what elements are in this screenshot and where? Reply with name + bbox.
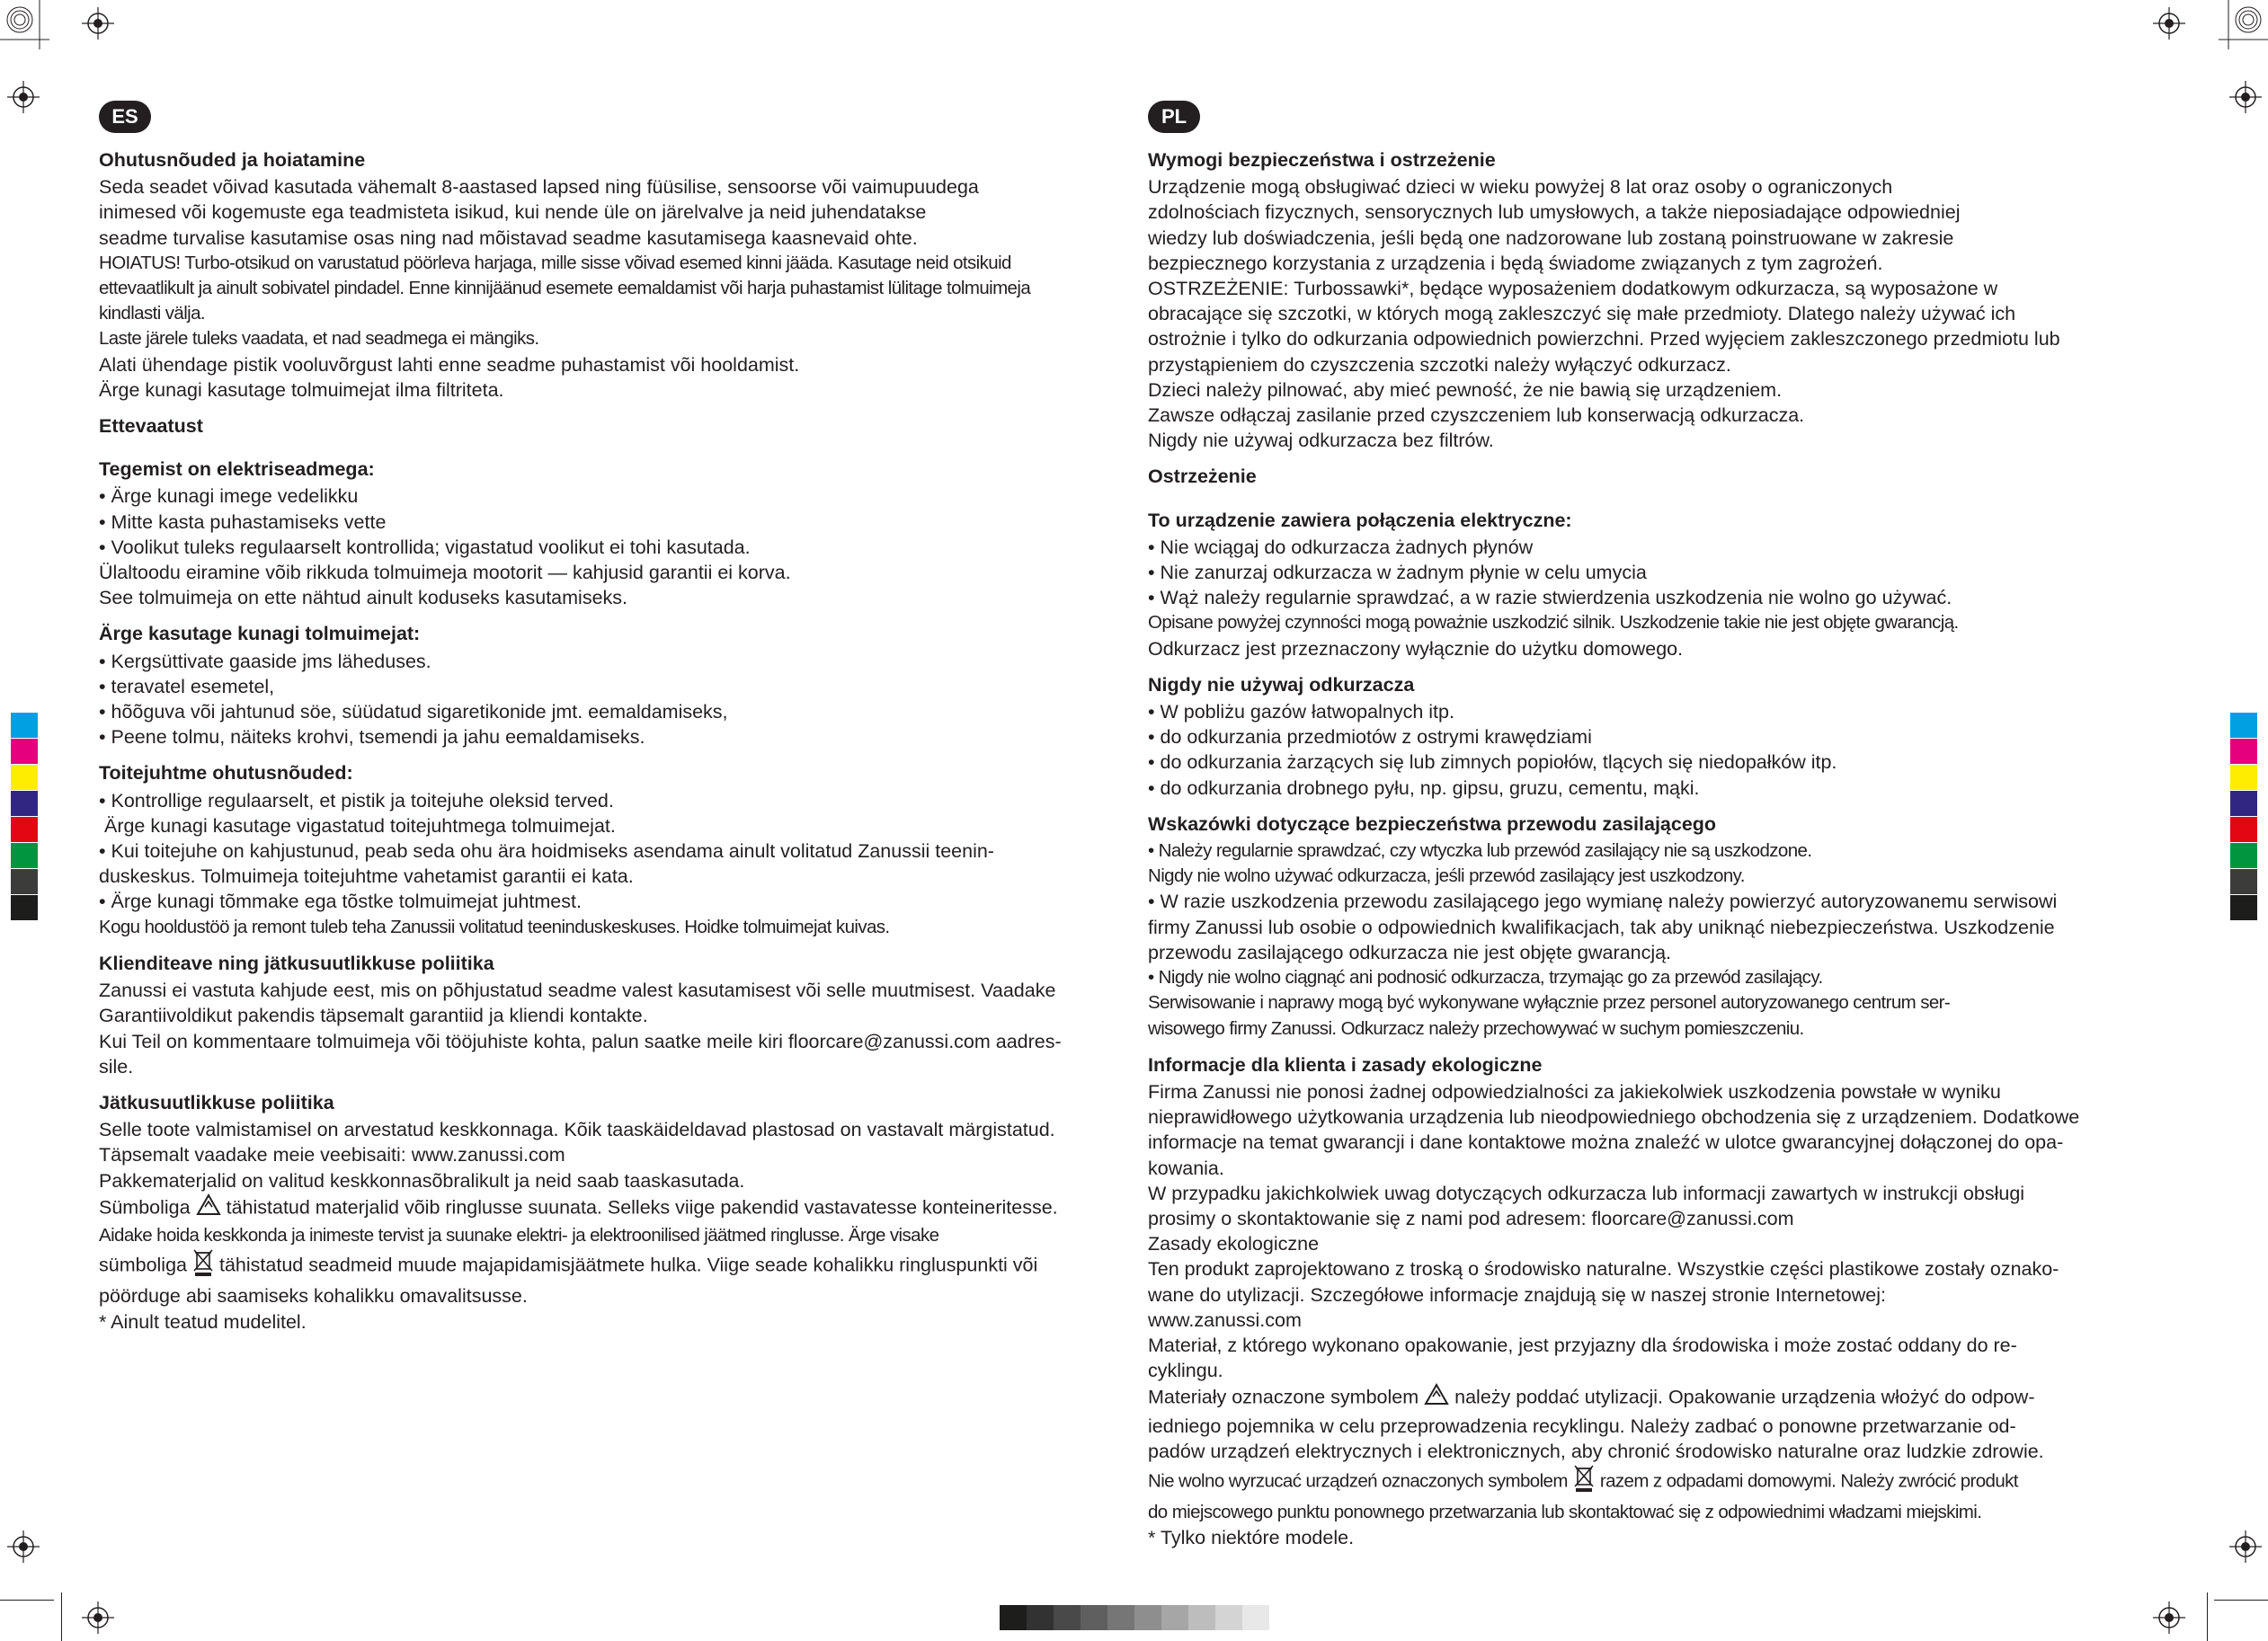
es-weee-post: tähistatud seadmeid muude majapidamisjäätmete hulka. Viige seade kohalikku ringluspunkti või bbox=[219, 1254, 1038, 1276]
registration-mark-icon bbox=[2153, 7, 2185, 40]
pl-content bbox=[1148, 147, 2186, 1551]
es-never-line: • Kergsüttivate gaaside jms läheduses. bbox=[99, 650, 431, 672]
es-warning-line: kindlasti välja. bbox=[99, 303, 206, 324]
color-bar-black bbox=[11, 895, 38, 920]
pl-intro-line: wiedzy lub doświadczenia, jeśli będą one nadzorowane lub zostaną poinstruowane w zakresie bbox=[1148, 226, 1954, 249]
es-heading-safety: Ohutusnõuded ja hoiatamine bbox=[99, 149, 366, 171]
es-cord-service-line: Kogu hooldustöö ja remont tuleb teha Zanussii volitatud teeninduskeskuses. Hoidke tolmuimejat kuivas. bbox=[99, 916, 890, 937]
pl-client-line: Materiał, z którego wykonano opakowanie, jest przyjazny dla środowiska i może zostać oddany do re- bbox=[1148, 1334, 2017, 1356]
pl-cord-condensed-line: • Nigdy nie wolno ciągnąć ani podnosić odkurzacza, trzymając go za przewód zasilający. bbox=[1148, 967, 1823, 989]
pl-weee-line: do miejscowego punktu ponownego przetwarzania lub skontaktować się z odpowiednimi władzami miejskimi. bbox=[1148, 1502, 1982, 1523]
pl-intro-line: Dzieci należy pilnować, aby mieć pewność, że nie bawią się urządzeniem. bbox=[1148, 378, 1783, 401]
pl-intro-line: ostrożnie i tylko do odkurzania odpowiednich powierzchni. Przed wyjęciem zakleszczonego przedmiotu lub bbox=[1148, 328, 2060, 350]
es-never-line: • Peene tolmu, näiteks krohvi, tsemendi ja jahu eemaldamiseks. bbox=[99, 726, 645, 749]
es-client-line: Garantiivoldikut pakendis täpsemalt garantiid ja kliendi kontakte. bbox=[99, 1005, 648, 1027]
pl-client-line: prosimy o skontaktowanie się z nami pod adresem: floorcare@zanussi.com bbox=[1148, 1207, 1794, 1229]
pl-client-line: nieprawidłowego użytkowania urządzenia lub nieodpowiedniego obchodzenia się z urządzeniem. Dodatkowe bbox=[1148, 1106, 2080, 1129]
gray-step bbox=[1054, 1605, 1081, 1630]
crop-mark bbox=[61, 1592, 62, 1641]
es-weee-line: Aidake hoida keskkonda ja inimeste tervist ja suunake elektri- ja elektroonilised jäätmed ringlusse. Ärge visake bbox=[99, 1224, 939, 1246]
color-bar-blue bbox=[2230, 791, 2257, 816]
color-bar-cyan bbox=[2230, 713, 2257, 738]
pl-elec-condensed-line: Opisane powyżej czynności mogą poważnie uszkodzić silnik. Uszkodzenie takie nie jest objęte gwarancją. bbox=[1148, 612, 1959, 634]
pl-intro-line: OSTRZEŻENIE: Turbossawki*, będące wyposażeniem dodatkowym odkurzacza, są wyposażone w bbox=[1148, 278, 1998, 300]
es-elec-line: • Mitte kasta puhastamiseks vette bbox=[99, 510, 387, 533]
color-bar-green bbox=[2230, 843, 2257, 868]
es-column bbox=[99, 105, 1137, 1335]
es-intro-line: inimesed või kogemuste ega teadmisteta isikud, kui nende üle on järelvalve ja neid juhendatakse bbox=[99, 201, 927, 224]
es-weee-line: pöörduge abi saamiseks kohalikku omavalitsusse. bbox=[99, 1285, 528, 1308]
pl-elec-line: • Nie zanurzaj odkurzacza w żadnym płynie w celu umycia bbox=[1148, 562, 1647, 584]
color-bar-magenta bbox=[2230, 739, 2257, 764]
es-warning-line: HOIATUS! Turbo-otsikud on varustatud pöörleva harjaga, mille sisse võivad esemed kinni jääda. Kasutage neid otsikuid bbox=[99, 252, 1011, 273]
pl-heading-caution: Ostrzeżenie bbox=[1148, 466, 1257, 488]
pl-weee-line bbox=[1148, 1464, 2186, 1500]
pl-weee-pre: Nie wolno wyrzucać urządzeń oznaczonych symbolem bbox=[1148, 1470, 1568, 1492]
pl-intro-line: Nigdy nie używaj odkurzacza bez filtrów. bbox=[1148, 430, 1494, 452]
es-elec-line: See tolmuimeja on ette nähtud ainult koduseks kasutamiseks. bbox=[99, 587, 627, 609]
es-client-line: Kui Teil on kommentaare tolmuimeja või tööjuhiste kohta, palun saatke meile kiri floorcare@zanussi.com aadres- bbox=[99, 1030, 1062, 1052]
pl-elec-line: • Nie wciągaj do odkurzacza żadnych płynów bbox=[1148, 536, 1534, 558]
es-warning-line: Laste järele tuleks vaadata, et nad seadmega ei mängiks. bbox=[99, 328, 539, 350]
gray-step bbox=[1242, 1605, 1269, 1630]
es-cord-line: • Kontrollige regulaarselt, et pistik ja toitejuhe oleksid terved. bbox=[99, 789, 614, 812]
pl-footnote: * Tylko niektóre modele. bbox=[1148, 1527, 1355, 1549]
pl-client-line: Firma Zanussi nie ponosi żadnej odpowiedzialności za jakiekolwiek uszkodzenia powstałe w wyniku bbox=[1148, 1080, 2001, 1103]
es-elec-line: • Ärge kunagi imege vedelikku bbox=[99, 485, 359, 508]
registration-mark-icon bbox=[7, 81, 40, 113]
es-cord-line: • Kui toitejuhe on kahjustunud, peab seda ohu ära hoidmiseks asendama ainult volitatud Zanussii teenin- bbox=[99, 840, 994, 863]
color-bar-cyan bbox=[11, 713, 38, 738]
pl-never-line: • do odkurzania żarzących się lub zimnych popiołów, tlących się niedopałków itp. bbox=[1148, 751, 1837, 774]
pl-client-line: W przypadku jakichkolwiek uwag dotyczących odkurzacza lub informacji zawartych w instrukcji obsługi bbox=[1148, 1182, 2025, 1204]
es-elec-line: Ülaltoodu eiramine võib rikkuda tolmuimeja mootorit — kahjusid garantii ei korva. bbox=[99, 562, 791, 584]
pl-cord-condensed-line: wisowego firmy Zanussi. Odkurzacz należy przechowywać w suchym pomieszczeniu. bbox=[1148, 1017, 1804, 1039]
pl-cord-condensed-line: Nigdy nie wolno używać odkurzacza, jeśli przewód zasilający jest uszkodzony. bbox=[1148, 865, 1745, 887]
es-client-line: Zanussi ei vastuta kahjude eest, mis on põhjustatud seadme valest kasutamisest või selle muutmisest. Vaadake bbox=[99, 980, 1056, 1002]
corner-mark-icon bbox=[0, 0, 54, 54]
es-policy-line: Täpsemalt vaadake meie veebisaiti: www.zanussi.com bbox=[99, 1144, 565, 1166]
es-heading-caution: Ettevaatust bbox=[99, 415, 203, 438]
pl-cord-condensed-line: • Należy regularnie sprawdzać, czy wtyczka lub przewód zasilający nie są uszkodzone. bbox=[1148, 840, 1812, 862]
registration-mark-icon bbox=[7, 1530, 40, 1563]
pl-heading-safety: Wymogi bezpieczeństwa i ostrzeżenie bbox=[1148, 149, 1496, 171]
pl-column bbox=[1148, 105, 2186, 1551]
pl-heading-client: Informacje dla klienta i zasady ekologiczne bbox=[1148, 1053, 1543, 1076]
es-warning-line: ettevaatlikult ja ainult sobivatel pindadel. Enne kinnijäänud esemete eemaldamist või harja puhastamist lülitage tolmuimeja bbox=[99, 278, 1031, 299]
es-never-line: • hõõguva või jahtunud söe, süüdatud sigaretikonide jmt. eemaldamiseks, bbox=[99, 701, 728, 723]
pl-elec-line: • Wąż należy regularnie sprawdzać, a w razie stwierdzenia uszkodzenia nie wolno go używać. bbox=[1148, 587, 1952, 609]
es-heading-electrical: Tegemist on elektriseadmega: bbox=[99, 458, 375, 481]
pl-never-line: • W pobliżu gazów łatwopalnych itp. bbox=[1148, 701, 1454, 723]
weee-bin-icon bbox=[192, 1248, 214, 1283]
es-heading-never-use: Ärge kasutage kunagi tolmuimejat: bbox=[99, 623, 421, 645]
color-bar-yellow bbox=[2230, 765, 2257, 790]
pl-recycle-post: należy poddać utylizacji. Opakowanie urządzenia włożyć do odpow- bbox=[1454, 1386, 2035, 1408]
pl-recycle-pre: Materiały oznaczone symbolem bbox=[1148, 1386, 1419, 1408]
weee-bin-icon bbox=[1573, 1464, 1595, 1500]
gray-step bbox=[1188, 1605, 1215, 1630]
pl-client-line: Zasady ekologiczne bbox=[1148, 1233, 1320, 1255]
pl-intro-line: obracające się szczotki, w których mogą zakleszczyć się małe przedmioty. Dlatego należy używać ich bbox=[1148, 303, 2016, 325]
es-client-line: sile. bbox=[99, 1055, 134, 1078]
gray-step bbox=[1134, 1605, 1161, 1630]
pl-heading-cord: Wskazówki dotyczące bezpieczeństwa przewodu zasilającego bbox=[1148, 812, 1717, 835]
es-cord-line: duskeskus. Tolmuimeja toitejuhtme vahetamist garantii ei kata. bbox=[99, 865, 634, 888]
es-content bbox=[99, 147, 1137, 1335]
es-recycle-line bbox=[99, 1193, 1137, 1223]
color-bar-black bbox=[2230, 895, 2257, 920]
pl-client-line: cyklingu. bbox=[1148, 1360, 1223, 1382]
pl-intro-line: przystąpieniem do czyszczenia szczotki należy wyłączyć odkurzacz. bbox=[1148, 353, 1731, 376]
es-heading-cord: Toitejuhtme ohutusnõuded: bbox=[99, 762, 353, 785]
pl-cord-line: przewodu zasilającego odkurzacza nie jest objęte gwarancją. bbox=[1148, 941, 1672, 963]
es-cord-line: • Ärge kunagi tõmmake ega tõstke tolmuimejat juhtmest. bbox=[99, 891, 582, 913]
es-footnote: * Ainult teatud mudelitel. bbox=[99, 1310, 307, 1333]
pl-recycle-line: iedniego pojemnika w celu przeprowadzenia recyklingu. Należy zadbać o ponowne przetwarzanie od- bbox=[1148, 1415, 2016, 1437]
pl-intro-line: bezpiecznego korzystania z urządzenia i będą świadome związanych z tym zagrożeń. bbox=[1148, 252, 1883, 274]
color-bar-red bbox=[11, 817, 38, 842]
es-intro-line: seadme turvalise kasutamise osas ning nad mõistavad seadme kasutamisega kaasnevaid ohte. bbox=[99, 226, 918, 249]
es-policy-line: Selle toote valmistamisel on arvestatud keskkonnaga. Kõik taaskäideldavad plastosad on vastavalt märgistatud. bbox=[99, 1119, 1055, 1141]
crop-mark bbox=[0, 1600, 54, 1601]
registration-mark-icon bbox=[2229, 81, 2262, 113]
es-intro2-line: Ärge kunagi kasutage tolmuimejat ilma filtriteta. bbox=[99, 378, 504, 401]
registration-mark-icon bbox=[2229, 1530, 2262, 1563]
gray-step bbox=[1215, 1605, 1242, 1630]
gray-step bbox=[1107, 1605, 1134, 1630]
language-badge-es: ES bbox=[99, 101, 151, 133]
pl-client-line: kowania. bbox=[1148, 1157, 1224, 1179]
pl-intro-line: Zawsze odłączaj zasilanie przed czyszczeniem lub konserwacją odkurzacza. bbox=[1148, 404, 1805, 427]
pl-recycle-line bbox=[1148, 1383, 2186, 1413]
corner-mark-icon bbox=[2214, 0, 2268, 54]
pl-cord-condensed-line: Serwisowanie i naprawy mogą być wykonywane wyłącznie przez personel autoryzowanego centrum ser- bbox=[1148, 992, 1951, 1014]
pl-cord-line: • W razie uszkodzenia przewodu zasilającego jego wymianę należy powierzyć autoryzowanemu serwisowi bbox=[1148, 891, 2058, 913]
crop-mark bbox=[2214, 1600, 2268, 1601]
pl-never-line: • do odkurzania drobnego pyłu, np. gipsu, gruzu, cementu, mąki. bbox=[1148, 776, 1700, 799]
gray-step bbox=[1161, 1605, 1188, 1630]
registration-mark-icon bbox=[82, 1601, 114, 1634]
gray-step bbox=[1081, 1605, 1107, 1630]
es-recycle-pre: Sümboliga bbox=[99, 1196, 191, 1218]
color-bar-yellow bbox=[11, 765, 38, 790]
gray-step bbox=[1027, 1605, 1054, 1630]
es-never-line: • teravatel esemetel, bbox=[99, 675, 275, 697]
pl-never-line: • do odkurzania przedmiotów z ostrymi krawędziami bbox=[1148, 726, 1592, 749]
es-cord-line: Ärge kunagi kasutage vigastatud toitejuhtmega tolmuimejat. bbox=[99, 814, 616, 837]
pl-recycle-line: padów urządzeń elektrycznych i elektronicznych, aby chronić środowisko naturalne oraz ludzkie zdrowie. bbox=[1148, 1440, 2044, 1462]
crop-mark bbox=[2207, 1592, 2208, 1641]
language-badge-pl: PL bbox=[1148, 101, 1200, 133]
gray-step bbox=[1000, 1605, 1027, 1630]
pl-heading-electrical: To urządzenie zawiera połączenia elektryczne: bbox=[1148, 509, 1572, 531]
registration-mark-icon bbox=[2153, 1601, 2185, 1634]
es-weee-pre: sümboliga bbox=[99, 1254, 187, 1276]
pl-heading-never-use: Nigdy nie używaj odkurzacza bbox=[1148, 673, 1415, 696]
pl-client-line: wane do utylizacji. Szczegółowe informacje znajdują się w naszej stronie Internetowej: bbox=[1148, 1283, 1886, 1306]
color-bar-darkgray bbox=[2230, 869, 2257, 894]
color-bar-green bbox=[11, 843, 38, 868]
pl-client-line: Ten produkt zaprojektowano z troską o środowisko naturalne. Wszystkie części plastikowe zostały oznako- bbox=[1148, 1258, 2059, 1281]
color-bar-magenta bbox=[11, 739, 38, 764]
pl-client-line: informacje na temat gwarancji i dane kontaktowe można znaleźć w ulotce gwarancyjnej dołączonej do opa- bbox=[1148, 1131, 2064, 1154]
es-intro-line: Seda seadet võivad kasutada vähemalt 8-aastased lapsed ning füüsilise, sensoorse või vaimupuudega bbox=[99, 176, 979, 199]
recycle-icon bbox=[1424, 1383, 1449, 1413]
pl-weee-post: razem z odpadami domowymi. Należy zwrócić produkt bbox=[1599, 1470, 2018, 1492]
es-elec-line: • Voolikut tuleks regulaarselt kontrollida; vigastatud voolikut ei tohi kasutada. bbox=[99, 536, 751, 558]
pl-cord-line: firmy Zanussi lub osobie o odpowiednich kwalifikacjach, tak aby uniknąć niebezpieczeństwa. Uszkodzenie bbox=[1148, 916, 2055, 938]
es-heading-client: Klienditeave ning jätkusuutlikkuse poliitika bbox=[99, 952, 494, 974]
es-recycle-post: tähistatud materjalid võib ringlusse suunata. Selleks viige pakendid vastavatesse konteineritesse. bbox=[226, 1196, 1058, 1218]
pl-intro-line: Urządzenie mogą obsługiwać dzieci w wieku powyżej 8 lat oraz osoby o ograniczonych bbox=[1148, 176, 1893, 199]
es-heading-policy: Jätkusuutlikkuse poliitika bbox=[99, 1091, 334, 1113]
es-policy-line: Pakkematerjalid on valitud keskkonnasõbralikult ja neid saab taaskasutada. bbox=[99, 1169, 745, 1192]
es-intro2-line: Alati ühendage pistik vooluvõrgust lahti enne seadme puhastamist või hooldamist. bbox=[99, 353, 800, 376]
color-bar-blue bbox=[11, 791, 38, 816]
pl-client-line: www.zanussi.com bbox=[1148, 1308, 1302, 1331]
registration-mark-icon bbox=[82, 7, 114, 40]
pl-elec-line: Odkurzacz jest przeznaczony wyłącznie do użytku domowego. bbox=[1148, 637, 1684, 660]
color-bar-darkgray bbox=[11, 869, 38, 894]
color-bar-red bbox=[2230, 817, 2257, 842]
pl-intro-line: zdolnościach fizycznych, sensorycznych lub umysłowych, a także nieposiadające odpowiedniej bbox=[1148, 201, 1961, 224]
es-weee-line bbox=[99, 1248, 1137, 1283]
recycle-icon bbox=[196, 1193, 221, 1223]
